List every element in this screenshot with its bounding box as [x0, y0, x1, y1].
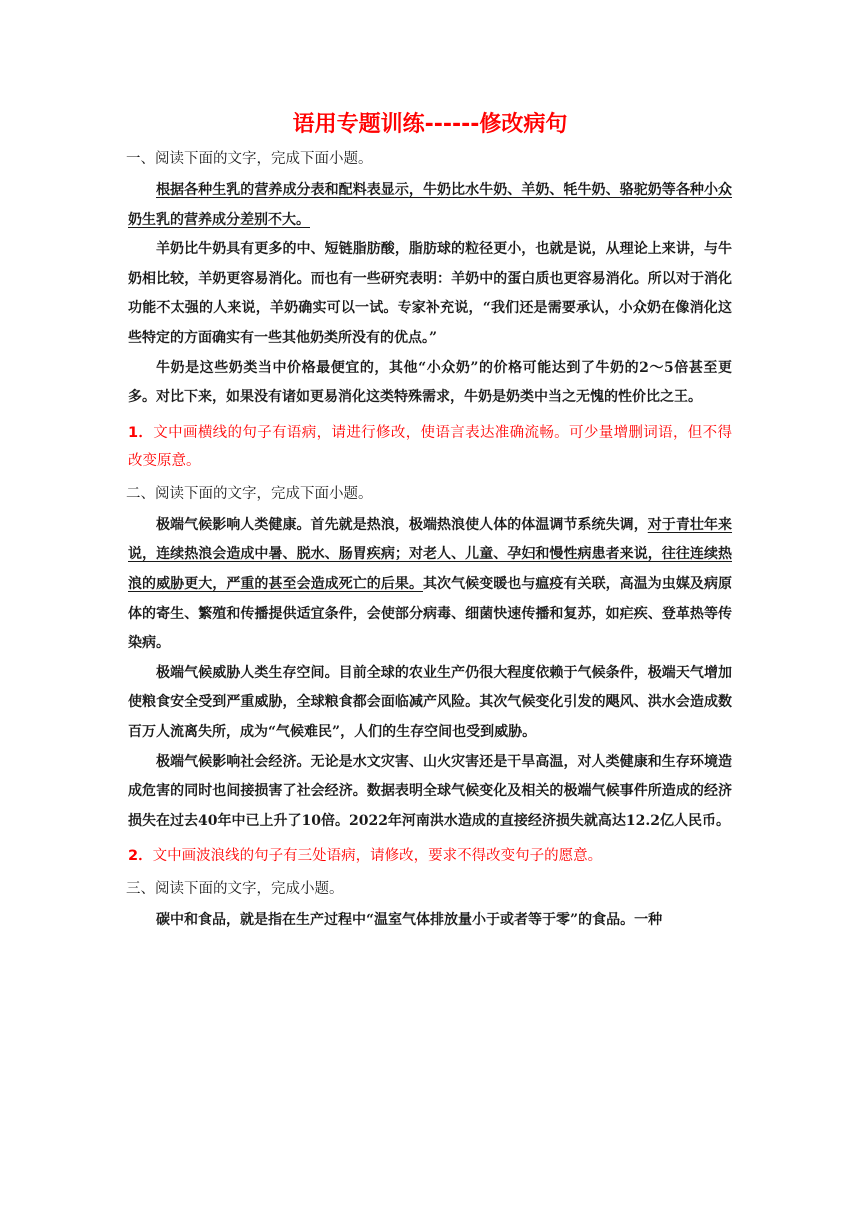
section-1-paragraph-2: 羊奶比牛奶具有更多的中、短链脂肪酸，脂肪球的粒径更小，也就是说，从理论上来讲，与牛奶相比较，羊奶更容易消化。而也有一些研究表明：羊奶中的蛋白质也更容易消化。所以对于消化功能不太强的人来说，羊奶确实可以一试。专家补充说，“我们还是需要承认，小众奶在像消化这些特定的方面确实有一些其他奶类所没有的优点。” [128, 241, 732, 346]
question-2-text: 文中画波浪线的句子有三处语病，请修改，要求不得改变句子的愿意。 [152, 848, 603, 865]
section-1-heading: 一、阅读下面的文字，完成下面小题。 [126, 151, 373, 167]
section-2 [128, 481, 732, 871]
question-1 [128, 419, 732, 475]
section-1 [128, 146, 732, 475]
section-3-heading: 三、阅读下面的文字，完成小题。 [126, 881, 344, 898]
wavy-underlined-sentence: 对于青壮年来说，连续热浪会造成中暑、脱水、肠胃疾病；对老人、儿童、孕妇和慢性病患者来说，往往连续热浪的威胁更大，严重的甚至会造成死亡的后果。 [128, 516, 733, 592]
question-1-text: 文中画横线的句子有语病，请进行修改，使语言表达准确流畅。可少量增删词语，但不得改变原意。 [128, 424, 733, 469]
question-2-number: 2． [128, 848, 153, 865]
section-2-paragraph-2: 极端气候威胁人类生存空间。目前全球的农业生产仍很大程度依赖于气候条件，极端天气增加使粮食安全受到严重威胁，全球粮食都会面临减产风险。其次气候变化引发的飓风、洪水会造成数百万人流离失所，成为“气候难民”，人们的生存空间也受到威胁。 [128, 664, 732, 740]
section-1-paragraph-1 [128, 176, 732, 235]
underlined-sentence: 根据各种生乳的营养成分表和配料表显示，牛奶比水牛奶、羊奶、牦牛奶、骆驼奶等各种小众奶生乳的营养成分差别不大。 [128, 182, 732, 228]
section-3-paragraph-1: 碳中和食品，就是指在生产过程中“温室气体排放量小于或者等于零”的食品。一种 [156, 912, 663, 929]
section-2-heading: 二、阅读下面的文字，完成下面小题。 [126, 485, 373, 502]
section-3 [128, 876, 732, 936]
question-2 [128, 842, 732, 870]
document-page [128, 110, 732, 936]
section-2-paragraph-1 [128, 511, 732, 659]
section-2-p1-before: 极端气候影响人类健康。首先就是热浪，极端热浪使人体的体温调节系统失调， [156, 516, 648, 533]
section-2-paragraph-3: 极端气候影响社会经济。无论是水文灾害、山火灾害还是干旱高温，对人类健康和生存环境造成危害的同时也间接损害了社会经济。数据表明全球气候变化及相关的极端气候事件所造成的经济损失在过去40年中已上升了10倍。2022年河南洪水造成的直接经济损失就高达12.2亿人民币。 [128, 753, 732, 829]
section-2-p1-after: 其次气候变暖也与瘟疫有关联，高温为虫媒及病原体的寄生、繁殖和传播提供适宜条件，会使部分病毒、细菌快速传播和复苏，如疟疾、登革热等传染病。 [128, 575, 732, 652]
question-1-number: 1． [128, 424, 154, 441]
page-title: 语用专题训练------修改病句 [292, 112, 568, 137]
section-1-paragraph-3: 牛奶是这些奶类当中价格最便宜的，其他“小众奶”的价格可能达到了牛奶的2～5倍甚至更多。对比下来，如果没有诸如更易消化这类特殊需求，牛奶是奶类中当之无愧的性价比之王。 [128, 359, 732, 406]
